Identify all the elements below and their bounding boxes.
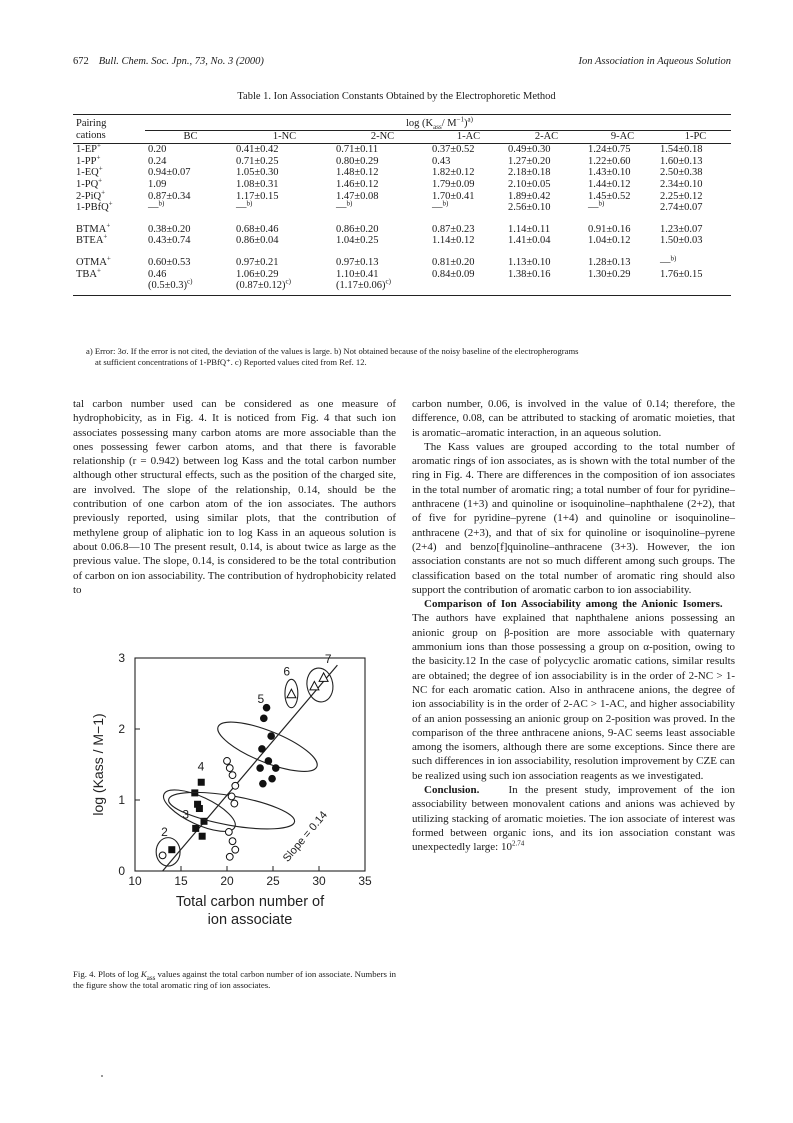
table-cell: 1.76±0.15 xyxy=(660,268,703,280)
cations-header: cations xyxy=(73,130,145,144)
group-spacer xyxy=(73,247,731,257)
group-label: 3 xyxy=(182,807,190,822)
running-header-left xyxy=(73,56,264,67)
table-cell: 1.27±0.20 xyxy=(508,155,551,167)
left-paragraph: tal carbon number used can be considered as one measure of hydrophobicity, as in Fig. 4. It is noticed from Fig. 4 that such ion associates possessing many carbon atoms are more associable than the ones possessing fewer carbon atoms, and that there is favorable relationship (r = 0.942) between log Kass and the total carbon number although other structural effects, such as the position of the charged site, are involved. The slope of the relationship, 0.14, should be the contribution of one carbon atom of the ion associates. The authors previously reported, using similar plots, that the contribution of methylene group of aliphatic ion to log Kass in an aqueous solution is about 0.06.8—10 The present result, 0.14, is about twice as large as the previous value. The slope, 0.14, is considered to be the total contribution of carbon on ion associability. The contribution of hydrophobicity related to xyxy=(73,398,396,596)
log-kass-header: $\log (K_{ass}/$ $M^{-1})^{a)}$ xyxy=(145,115,731,131)
table-cell: 1.13±0.10 xyxy=(508,256,551,268)
data-point xyxy=(229,838,236,845)
data-point xyxy=(198,779,205,786)
table-cell: —$^{b)}$ xyxy=(588,199,605,214)
data-point xyxy=(228,793,235,800)
table-cell: 0.86±0.20 xyxy=(336,223,379,235)
table-cell: 1.45±0.52 xyxy=(588,190,631,202)
table-cell: 0.68±0.46 xyxy=(236,223,279,235)
table-row xyxy=(73,191,731,203)
table-cell: 1.10±0.41 xyxy=(336,268,379,280)
table-cell: 0.37±0.52 xyxy=(432,144,475,156)
data-point xyxy=(259,780,267,788)
cation-name: 1-PBfQ+ xyxy=(76,199,113,214)
x-tick-label: 20 xyxy=(220,874,234,888)
data-point xyxy=(232,846,239,853)
table-cell: 0.49±0.30 xyxy=(508,144,551,156)
journal-citation: Bull. Chem. Soc. Jpn., 73, No. 3 (2000) xyxy=(98,56,264,67)
table-row xyxy=(73,280,731,295)
y-tick-label: 3 xyxy=(118,651,125,665)
cation-name xyxy=(73,280,145,295)
group-spacer xyxy=(73,214,731,224)
y-tick-label: 1 xyxy=(118,793,125,807)
table-cell xyxy=(505,280,585,295)
right-paragraph-3: Comparison of Ion Associability among the Anionic Isomers. The authors have explained that naphthalene anions possessing an anionic group on β-position are more associable with quaternary ammonium ions than those possessing a group on α-position, owing to the basicity.12 In the case of polycyclic aromatic cations, similar results are obtained; the degree of ion associability is in the order of 2-NC > 1-NC for each aromatic cation. Also in anthracene anions, the degree of ion associability is in the order of 2-AC > 1-AC, and higher associability of an anion possessing an anionic group on 2-position was proved. In the comparison of the three anthracene anions, 9-AC seems least associable among the isomers, although there are some exceptions. Since there are such differences in ion associability, resolution improvement by CZE can be realized using such ion association reagents as we investigated. xyxy=(412,598,735,782)
table-cell: 2.25±0.12 xyxy=(660,190,703,202)
table-cell: 0.43±0.74 xyxy=(148,235,191,247)
section-heading-conclusion: Conclusion. xyxy=(424,784,480,797)
x-axis-label: Total carbon number of xyxy=(175,894,325,910)
table-cell: $(0.5\pm 0.3)^{c)}$ xyxy=(145,280,233,295)
data-point xyxy=(196,805,203,812)
table-cell: —$^{b)}$ xyxy=(148,199,165,214)
table-cell: 1.14±0.12 xyxy=(432,235,475,247)
table-cell: 0.41±0.42 xyxy=(236,144,279,156)
data-point xyxy=(159,852,166,859)
group-ellipse xyxy=(156,838,180,866)
table-row xyxy=(73,269,731,281)
table-cell: 2.34±0.10 xyxy=(660,178,703,190)
table-cell: 0.38±0.20 xyxy=(148,223,191,235)
table-cell: 1.08±0.31 xyxy=(236,178,279,190)
table-title: Table 1. Ion Association Constants Obtained by the Electrophoretic Method xyxy=(237,91,556,102)
table-cell: 0.43 xyxy=(432,155,451,167)
table-cell: 2.10±0.05 xyxy=(508,178,551,190)
data-point xyxy=(168,846,175,853)
table-cell: 2.74±0.07 xyxy=(660,202,703,214)
table-cell: 0.84±0.09 xyxy=(432,268,475,280)
data-point xyxy=(199,833,206,840)
cation-name: BTMA+ xyxy=(76,221,111,235)
group-label: 5 xyxy=(257,691,265,706)
table-cell: 0.86±0.04 xyxy=(236,235,279,247)
table-cell: 1.79±0.09 xyxy=(432,178,475,190)
table-cell: 0.87±0.34 xyxy=(148,190,191,202)
running-title: Ion Association in Aqueous Solution xyxy=(578,56,731,67)
column-header: 1-AC xyxy=(429,130,505,144)
table-cell: 2.56±0.10 xyxy=(508,202,551,214)
group-label: 4 xyxy=(197,759,205,774)
column-header: 9-AC xyxy=(585,130,657,144)
table-cell: —$^{b)}$ xyxy=(432,199,449,214)
column-header: 2-NC xyxy=(333,130,429,144)
table-row xyxy=(73,156,731,168)
page-number: 672 xyxy=(73,56,89,67)
table-cell: 0.80±0.29 xyxy=(336,155,379,167)
table-row xyxy=(73,224,731,236)
x-axis-label-line-2: ion associate xyxy=(207,912,293,928)
data-point xyxy=(267,732,275,740)
data-point xyxy=(231,800,238,807)
table-cell: 0.20 xyxy=(148,144,167,156)
table-cell: 1.46±0.12 xyxy=(336,178,379,190)
table-cell: 1.54±0.18 xyxy=(660,144,703,156)
data-point xyxy=(265,757,273,765)
stray-mark xyxy=(101,1075,103,1077)
x-tick-label: 35 xyxy=(358,874,372,888)
table-row xyxy=(73,257,731,269)
table-cell: 1.24±0.75 xyxy=(588,144,631,156)
cation-name: TBA+ xyxy=(76,266,101,280)
table-cell: 1.48±0.12 xyxy=(336,167,379,179)
table-cell: 2.18±0.18 xyxy=(508,167,551,179)
right-paragraph-4: Conclusion. In the present study, improvement of the ion associability between monovalent cations and anions was achieved by utilizing stacking of aromatic moieties. The ion associate of interest was formed between organic ions, and its ion association constant was unexpectedly large: $10^{2.74}$ xyxy=(412,784,735,854)
cation-name: 1-EQ+ xyxy=(76,164,103,179)
data-point xyxy=(268,775,276,783)
data-point xyxy=(229,772,236,779)
cation-name: 2-PiQ+ xyxy=(76,188,106,202)
slope-annotation: Slope = 0.14 xyxy=(280,809,330,865)
data-point xyxy=(287,689,296,698)
table-cell: —$^{b)}$ xyxy=(336,199,353,214)
right-paragraph-1: carbon number, 0.06, is involved in the value of 0.14; therefore, the difference, 0.08, can be attributed to stacking of aromatic moieties, that is aromatic–aromatic interaction, in an aqueous solution. xyxy=(412,398,735,439)
table-cell: 1.22±0.60 xyxy=(588,155,631,167)
table-cell: 1.30±0.29 xyxy=(588,268,631,280)
x-tick-label: 10 xyxy=(128,874,142,888)
data-point xyxy=(226,853,233,860)
table-cell: 0.46 xyxy=(148,268,167,280)
cation-name: 1-EP+ xyxy=(76,141,101,156)
table-cell: 1.05±0.30 xyxy=(236,167,279,179)
table-cell: $(0.87\pm 0.12)^{c)}$ xyxy=(233,280,333,295)
x-tick-label: 30 xyxy=(312,874,326,888)
table-cell: 0.24 xyxy=(148,155,167,167)
data-point xyxy=(232,782,239,789)
column-header: 2-AC xyxy=(505,130,585,144)
table-cell: 0.87±0.23 xyxy=(432,223,475,235)
footnote-line-2: at sufficient concentrations of 1-PBfQ⁺. c) Reported values cited from Ref. 12. xyxy=(95,357,367,367)
table-cell: 1.89±0.42 xyxy=(508,190,551,202)
right-column xyxy=(412,397,735,855)
x-tick-label: 15 xyxy=(174,874,188,888)
table-cell: 1.09 xyxy=(148,178,167,190)
table-cell: 1.28±0.13 xyxy=(588,256,631,268)
table-cell: $(1.17\pm 0.06)^{c)}$ xyxy=(333,280,429,295)
ion-association-table xyxy=(73,114,731,296)
left-column xyxy=(73,397,396,597)
cation-name: 1-PP+ xyxy=(76,153,101,167)
table-cell: 1.23±0.07 xyxy=(660,223,703,235)
table-cell: 1.70±0.41 xyxy=(432,190,475,202)
data-point xyxy=(192,825,199,832)
table-container xyxy=(73,114,731,296)
table-cell xyxy=(585,280,657,295)
table-row xyxy=(73,202,731,214)
cation-name: 1-PQ+ xyxy=(76,176,103,190)
table-cell xyxy=(657,280,731,295)
table-cell: —$^{b)}$ xyxy=(236,199,253,214)
table-cell: 1.04±0.12 xyxy=(588,235,631,247)
data-point xyxy=(260,715,268,723)
pairing-header: Pairing xyxy=(73,115,145,131)
data-point xyxy=(258,745,266,753)
table-cell: 1.17±0.15 xyxy=(236,190,279,202)
column-header: 1-PC xyxy=(657,130,731,144)
figure-4 xyxy=(73,650,396,950)
data-point xyxy=(310,681,319,690)
data-point xyxy=(256,764,264,772)
x-tick-label: 25 xyxy=(266,874,280,888)
cation-name: BTEA+ xyxy=(76,232,108,247)
scatter-plot xyxy=(73,650,396,950)
y-axis-label: log (Kass / M−1) xyxy=(90,713,106,816)
table-cell: 0.71±0.11 xyxy=(336,144,379,156)
data-point xyxy=(225,829,232,836)
right-paragraph-2: The Kass values are grouped according to the total number of aromatic rings of ion associates, as is shown with the total number of the ring in Fig. 4. There are differences in the composition of ion associates in the total number of aromatic ring; a total number of four for pyridine–anthracene (1+3) and quinoline or isoquinoline–naphthalene (2+2), that of five for pyridine–pyrene (1+4) and quinoline or isoquinoline–anthracene (2+3), and that of six for quinoline or isoquinoline–pyrene (2+4) and benzo[f]quinoline–anthracene (3+3). However, the ion association constants are not so much different among such groups. The classification based on the total number of aromatic ring should also support the contribution of aromatic carbon to ion associability. xyxy=(412,440,735,596)
table-cell: 1.60±0.13 xyxy=(660,155,703,167)
group-label: 2 xyxy=(161,824,168,839)
table-cell: 0.97±0.21 xyxy=(236,256,279,268)
table-cell: 0.81±0.20 xyxy=(432,256,475,268)
data-point xyxy=(224,758,231,765)
cation-name: OTMA+ xyxy=(76,254,111,268)
footnote-line-1: a) Error: 3σ. If the error is not cited, the deviation of the values is large. b) Not obtained because of the noisy baseline of the electropherograms xyxy=(86,346,579,356)
table-cell: 1.41±0.04 xyxy=(508,235,551,247)
plot-frame xyxy=(135,658,365,871)
table-cell: 1.82±0.12 xyxy=(432,167,475,179)
table-cell xyxy=(429,280,505,295)
table-cell: 1.06±0.29 xyxy=(236,268,279,280)
table-cell: 2.50±0.38 xyxy=(660,167,703,179)
table-row xyxy=(73,179,731,191)
data-point xyxy=(272,764,280,772)
group-label: 6 xyxy=(283,664,291,679)
table-row xyxy=(73,144,731,156)
section-heading-comparison: Comparison of Ion Associability among the Anionic Isomers. xyxy=(424,598,723,611)
table-cell: —$^{b)}$ xyxy=(660,254,677,268)
y-tick-label: 2 xyxy=(118,722,125,736)
table-cell: 1.04±0.25 xyxy=(336,235,379,247)
data-point xyxy=(226,765,233,772)
table-row xyxy=(73,235,731,247)
table-footnotes xyxy=(86,346,736,368)
table-cell: 0.94±0.07 xyxy=(148,167,191,179)
figure-caption: Fig. 4. Plots of $\log K_{ass}$ values against the total carbon number of ion associate. Numbers in the figure show the total aromatic ring of ion associates. xyxy=(73,969,397,991)
table-cell: 0.60±0.53 xyxy=(148,256,191,268)
table-cell: 0.91±0.16 xyxy=(588,223,631,235)
column-header: 1-NC xyxy=(233,130,333,144)
table-cell: 1.43±0.10 xyxy=(588,167,631,179)
y-tick-label: 0 xyxy=(118,864,125,878)
table-cell: 0.71±0.25 xyxy=(236,155,279,167)
table-row xyxy=(73,167,731,179)
table-cell: 1.14±0.11 xyxy=(508,223,551,235)
table-cell: 0.97±0.13 xyxy=(336,256,379,268)
table-cell: 1.38±0.16 xyxy=(508,268,551,280)
group-label: 7 xyxy=(324,651,332,666)
table-cell: 1.50±0.03 xyxy=(660,235,703,247)
table-cell: 1.44±0.12 xyxy=(588,178,631,190)
table-cell: 1.47±0.08 xyxy=(336,190,379,202)
column-header: BC xyxy=(145,130,233,144)
